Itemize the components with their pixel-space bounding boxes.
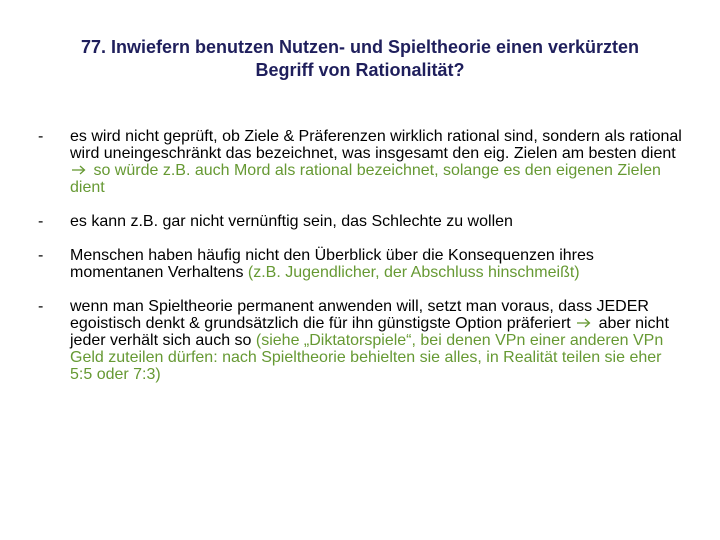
- slide-title: [30, 36, 690, 82]
- bullet-4-green-text: (siehe „Diktatorspiele“, bei denen VPn einer anderen VPn Geld zuteilen dürfen: nach Spieltheorie behielten sie alles, in Realität teilen sie eher 5:5 oder 7:3): [70, 332, 664, 383]
- bullet-3-text: Menschen haben häufig nicht den Überblick über die Konsequenzen ihres momentanen Verhaltens: [70, 247, 594, 281]
- bullet-marker: -: [38, 298, 44, 315]
- bullet-item-1: [38, 128, 688, 196]
- bullet-marker: -: [38, 247, 44, 264]
- right-arrow-icon: [577, 318, 591, 328]
- bullet-1-green-text: so würde z.B. auch Mord als rational bezeichnet, solange es den eigenen Zielen dient: [70, 162, 661, 196]
- bullet-marker: -: [38, 128, 44, 145]
- bullet-1-text: es wird nicht geprüft, ob Ziele & Präferenzen wirklich rational sind, sondern als rational wird uneingeschränkt das bezeichnet, was insgesamt den eig. Zielen am besten dient: [70, 128, 682, 162]
- bullet-item-3: [38, 247, 688, 281]
- bullet-list: [38, 128, 688, 383]
- bullet-item-2: [38, 213, 688, 230]
- bullet-4-text: wenn man Spieltheorie permanent anwenden will, setzt man voraus, dass JEDER egoistisch denkt & grundsätzlich die für ihn günstigste Option präferiert: [70, 298, 649, 332]
- slide-title-line-2: Begriff von Rationalität?: [255, 60, 465, 80]
- slide-title-line-1: 77. Inwiefern benutzen Nutzen- und Spieltheorie einen verkürzten: [80, 37, 640, 57]
- bullet-2-text: es kann z.B. gar nicht vernünftig sein, das Schlechte zu wollen: [70, 213, 513, 230]
- right-arrow-icon: [72, 165, 86, 175]
- bullet-3-green-text: (z.B. Jugendlicher, der Abschluss hinschmeißt): [247, 264, 580, 281]
- bullet-marker: -: [38, 213, 44, 230]
- bullet-item-4: [38, 298, 688, 383]
- bullet-4-middle-text: aber nicht jeder verhält sich auch so: [70, 315, 669, 349]
